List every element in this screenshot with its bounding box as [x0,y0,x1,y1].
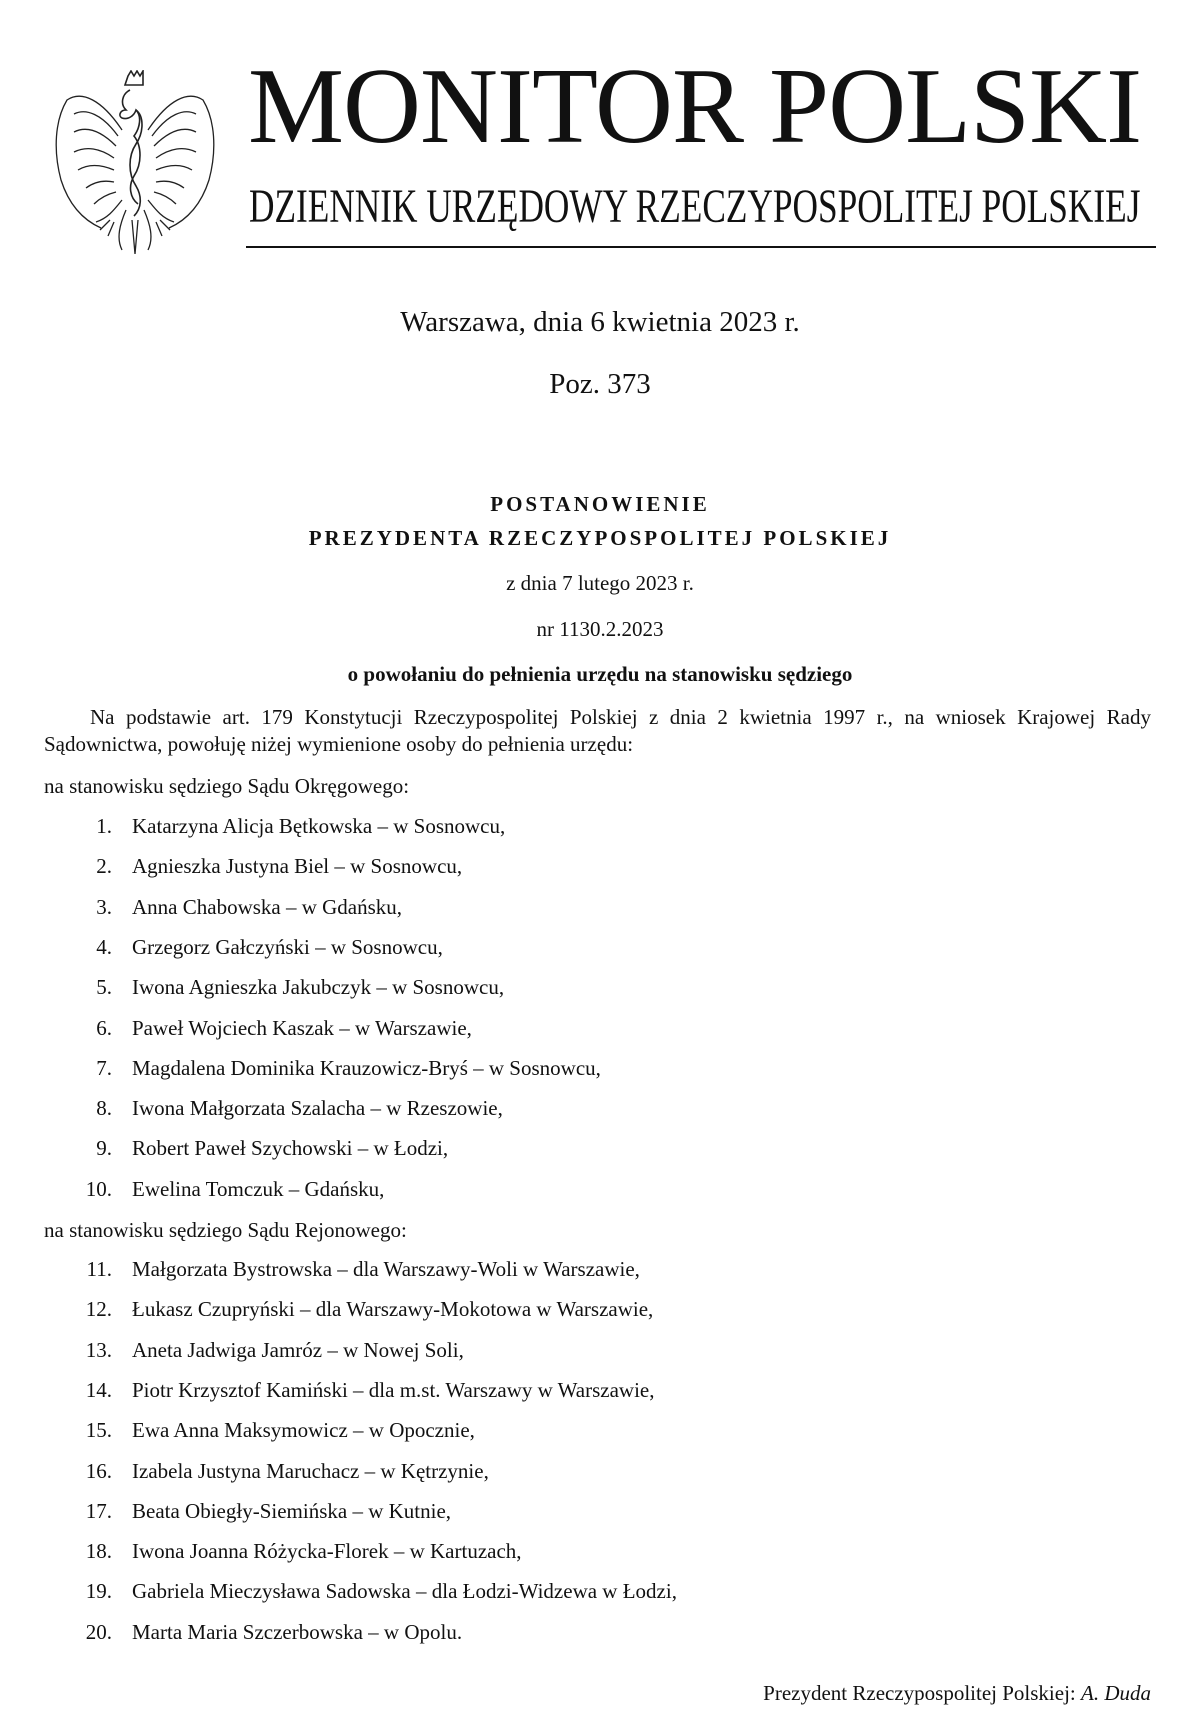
list-item-text: Gabriela Mieczysława Sadowska – dla Łodzi-Widzewa w Łodzi, [132,1579,677,1604]
position-number: Poz. 373 [549,368,651,400]
list-item-number: 4. [96,934,112,959]
signature-name: A. Duda [1081,1681,1151,1705]
list-item-text: Ewelina Tomczuk – Gdańsku, [132,1176,385,1201]
list-item-text: Ewa Anna Maksymowicz – w Opocznie, [132,1418,475,1443]
list-item-text: Anna Chabowska – w Gdańsku, [132,894,403,919]
act-issuer: PREZYDENTA RZECZYPOSPOLITEJ POLSKIEJ [308,526,892,550]
publication-title: MONITOR POLSKI [248,47,1142,166]
list-item-number: 18. [85,1539,112,1564]
list-item-text: Iwona Małgorzata Szalacha – w Rzeszowie, [132,1096,503,1121]
signature [763,1681,1151,1706]
place-date: Warszawa, dnia 6 kwietnia 2023 r. [400,306,800,338]
list-item-text: Aneta Jadwiga Jamróz – w Nowej Soli, [132,1337,464,1362]
list-item-number: 6. [96,1015,112,1040]
publication-subtitle: DZIENNIK URZĘDOWY RZECZYPOSPOLITEJ POLSKIEJ [249,180,1141,233]
list-item-text: Robert Paweł Szychowski – w Łodzi, [132,1136,449,1161]
section-heading-district-court: na stanowisku sędziego Sądu Okręgowego: [44,774,410,798]
section-heading-regional-court: na stanowisku sędziego Sądu Rejonowego: [44,1218,407,1242]
preamble-paragraph: Na podstawie art. 179 Konstytucji Rzeczypospolitej Polskiej z dnia 2 kwietnia 1997 r., na wniosek Krajowej Rady Sądownictwa, powołuję niżej wymienione osoby do pełnienia urzędu: [44,705,1151,756]
list-item-number: 14. [85,1377,112,1402]
list-item-number: 8. [96,1096,112,1121]
list-item-number: 13. [85,1337,112,1362]
list-item-number: 11. [86,1257,112,1281]
list-item-number: 17. [85,1498,112,1523]
list-item-number: 10. [85,1176,112,1201]
list-item-text: Paweł Wojciech Kaszak – w Warszawie, [132,1015,472,1040]
list-item-text: Grzegorz Gałczyński – w Sosnowcu, [132,934,443,959]
list-item-text: Izabela Justyna Maruchacz – w Kętrzynie, [132,1458,489,1483]
list-item-text: Małgorzata Bystrowska – dla Warszawy-Woli w Warszawie, [132,1257,640,1281]
list-item-text: Agnieszka Justyna Biel – w Sosnowcu, [132,854,463,879]
list-item-text: Iwona Joanna Różycka-Florek – w Kartuzach, [132,1539,522,1564]
list-item-number: 12. [85,1297,112,1322]
list-item-number: 19. [85,1579,112,1604]
list-item-number: 1. [96,814,112,838]
act-date: z dnia 7 lutego 2023 r. [506,571,694,595]
list-item-text: Marta Maria Szczerbowska – w Opolu. [132,1619,463,1644]
act-subject: o powołaniu do pełnienia urzędu na stanowisku sędziego [347,662,853,686]
list-item-text: Katarzyna Alicja Bętkowska – w Sosnowcu, [132,814,506,838]
list-item-number: 20. [85,1619,112,1644]
list-item-text: Piotr Krzysztof Kamiński – dla m.st. Warszawy w Warszawie, [132,1377,655,1402]
list-item-text: Magdalena Dominika Krauzowicz-Bryś – w Sosnowcu, [132,1055,601,1080]
list-item-text: Iwona Agnieszka Jakubczyk – w Sosnowcu, [132,975,505,1000]
list-item-text: Beata Obiegły-Siemińska – w Kutnie, [132,1498,452,1523]
list-item-text: Łukasz Czupryński – dla Warszawy-Mokotowa w Warszawie, [132,1297,654,1322]
polish-eagle-emblem-icon [52,70,218,256]
act-number: nr 1130.2.2023 [536,617,664,641]
list-item-number: 5. [96,975,112,1000]
header-divider [246,246,1156,248]
list-item-number: 2. [96,854,112,879]
list-item-number: 15. [85,1418,112,1443]
list-item-number: 16. [85,1458,112,1483]
list-item-number: 9. [96,1136,112,1161]
list-item-number: 3. [96,894,112,919]
signature-label: Prezydent Rzeczypospolitej Polskiej: [763,1681,1076,1705]
act-type: POSTANOWIENIE [490,492,710,516]
list-item-number: 7. [96,1055,112,1080]
